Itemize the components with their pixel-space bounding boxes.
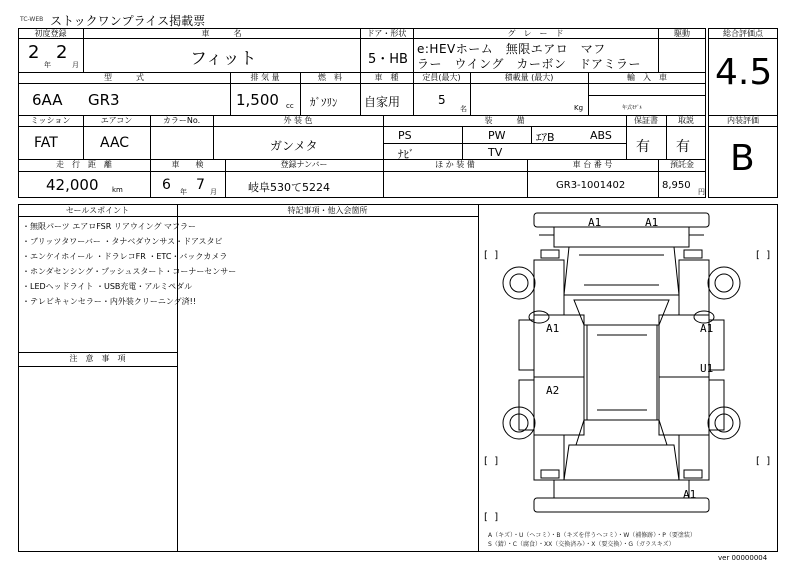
legend-line1: A（キズ）・U（ヘコミ）・B（キズを伴うヘコミ）・W（補修跡）・P（要塗装） (488, 532, 696, 539)
equip-pw: PW (488, 129, 506, 142)
inspection-year: 6 (162, 177, 171, 193)
damage-mark: A1 (588, 216, 602, 229)
label-chassis-no: 車 台 番 号 (572, 160, 613, 169)
mileage: 42,000 (46, 176, 99, 194)
label-warranty: 保証書 (634, 116, 658, 125)
label-first-reg: 初度登録 (34, 29, 67, 38)
equip-airbag: ｴｱB (536, 131, 555, 144)
unit-cc: cc (286, 102, 294, 110)
category: 自家用 (364, 95, 401, 109)
mission: FAT (34, 135, 58, 151)
damage-mark: A1 (700, 322, 714, 335)
unit-year: 年 (44, 61, 51, 69)
capacity: 5 (438, 93, 446, 107)
sales-point: ・ブリッツタワーバー ・タナベダウンサス・ドアスタビ (22, 237, 223, 246)
label-equipment: 装 備 (484, 116, 525, 125)
interior-score: B (730, 138, 755, 179)
model: GR3 (88, 91, 120, 109)
grade-line2: ラー ウイング カーボン ドアミラー (417, 57, 642, 71)
displacement: 1,500 (236, 91, 279, 109)
damage-mark: A1 (683, 488, 697, 501)
unit-yen: 円 (698, 188, 705, 196)
aircon: AAC (100, 135, 130, 151)
manual-value: 有 (676, 139, 690, 155)
door-form: 5・HB (368, 52, 408, 67)
label-import: 輸 入 車 (627, 73, 667, 82)
label-fuel: 燃 料 (318, 73, 342, 82)
bracket-br: [ ] (756, 456, 771, 467)
chassis-no: GR3-1001402 (556, 180, 626, 191)
label-exterior-color: 外 装 色 (283, 116, 313, 125)
equip-ps: PS (398, 129, 412, 142)
sales-point: ・エンケイホイール ・ドラレコFR ・ETC・バックカメラ (22, 252, 228, 261)
exterior-color: ガンメタ (270, 139, 318, 153)
label-other-equipment: ほ か 装 備 (435, 160, 475, 169)
label-color-no: カラーNo. (162, 116, 201, 125)
label-interior-rating: 内装評価 (727, 116, 759, 125)
first-reg-year: 2 (28, 42, 40, 63)
grade-line1: e:HEVホーム 無限エアロ マフ (417, 42, 606, 56)
label-mission: ミッション (30, 116, 71, 125)
bracket-tr: [ ] (756, 250, 771, 261)
equip-navi: ﾅﾋﾞ (398, 148, 415, 161)
unit-month: 月 (72, 61, 79, 69)
bracket-bl: [ ] (484, 456, 499, 467)
bracket-bottom-left: [ ] (484, 512, 499, 523)
label-model: 型 式 (104, 73, 144, 82)
label-manual: 取説 (678, 116, 694, 125)
equip-tv: TV (488, 146, 503, 159)
unit-year-insp: 年 (180, 188, 187, 196)
unit-month-insp: 月 (210, 188, 217, 196)
label-cautions: 注 意 事 項 (69, 354, 126, 363)
label-displacement: 排 気 量 (250, 73, 280, 82)
car-damage-diagram (479, 205, 777, 530)
equip-abs: ABS (590, 129, 612, 142)
damage-mark: A2 (546, 384, 560, 397)
car-name: フィット (190, 49, 257, 69)
version: ver 00000004 (718, 554, 768, 562)
damage-mark: A1 (546, 322, 560, 335)
sales-point: ・LEDヘッドライト ・USB充電・アルミペダル (22, 282, 193, 291)
first-reg-month: 2 (56, 42, 68, 63)
label-load: 積載量 (最大) (504, 73, 554, 82)
label-car-name: 車 名 (201, 29, 242, 38)
label-overall: 総合評価点 (723, 29, 763, 38)
unit-km: km (112, 186, 123, 194)
logo: TC-WEB (20, 16, 44, 23)
overall-score: 4.5 (715, 52, 773, 93)
label-plate: 登録ナンバー (280, 160, 328, 169)
bracket-tl: [ ] (484, 250, 499, 261)
label-inspection: 車 検 (171, 160, 204, 169)
sales-point: ・無限パーツ エアロFSR リアウイング マフラー (22, 222, 197, 231)
unit-kg: Kg (574, 104, 584, 112)
page-title: ストックワンプライス掲載票 (50, 14, 206, 28)
label-sales-points: セールスポイント (65, 206, 130, 215)
unit-persons: 名 (460, 105, 467, 113)
label-deposit: 預託金 (670, 160, 694, 169)
label-category: 車 種 (374, 73, 399, 82)
damage-mark: U1 (700, 362, 714, 375)
unit-model-year: 年式ﾓﾃﾞﾙ (622, 105, 643, 111)
damage-mark: A1 (645, 216, 659, 229)
fuel: ｶﾞｿﾘﾝ (310, 96, 338, 109)
inspection-month: 7 (196, 177, 205, 193)
label-drive: 駆動 (674, 29, 690, 38)
model-prefix: 6AA (32, 91, 63, 109)
warranty-value: 有 (636, 139, 650, 155)
label-grade: グ レ ー ド (507, 29, 564, 38)
deposit: 8,950 (662, 180, 691, 191)
label-mileage: 走 行 距 離 (56, 160, 112, 169)
legend-line2: S（錆）・C（腐食）・XX（交換済み）・X（要交換）・G（ガラスキズ） (488, 541, 675, 548)
label-aircon: エアコン (100, 116, 133, 125)
sales-point: ・テレビキャンセラー・内外装クリーニング済!! (22, 297, 197, 306)
label-capacity: 定員(最大) (422, 73, 461, 82)
plate: 岐阜530て5224 (248, 181, 330, 194)
label-special-notes: 特記事項・他入会箇所 (287, 206, 368, 215)
sales-point: ・ホンダセンシング・プッシュスタート・コーナーセンサー (22, 267, 237, 276)
label-door-form: ドア・形状 (366, 29, 407, 38)
